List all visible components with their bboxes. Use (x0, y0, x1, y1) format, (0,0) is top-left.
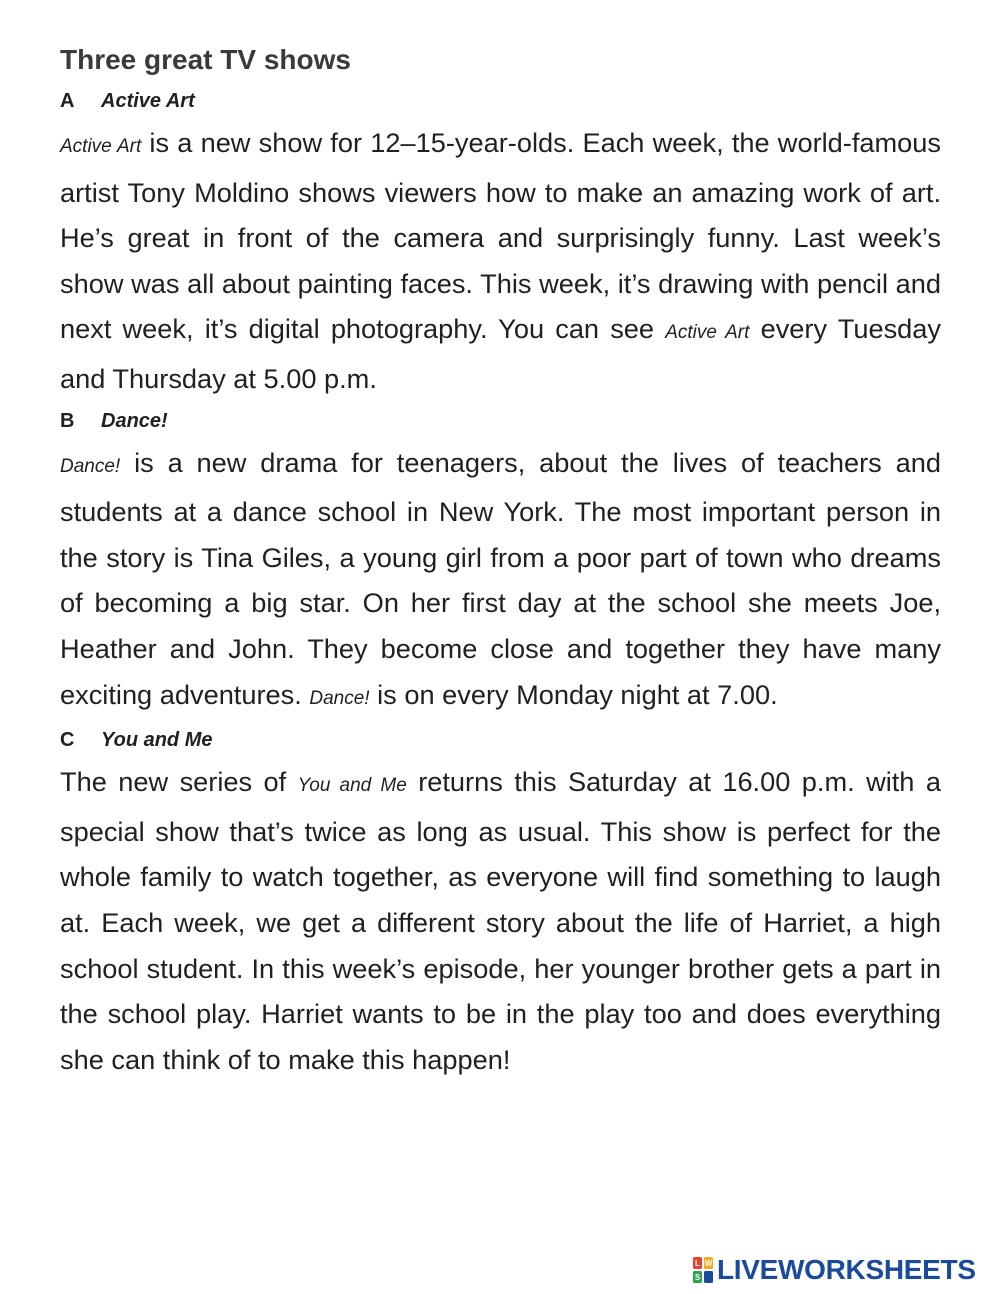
worksheet (60, 40, 941, 1086)
paragraph-text: The new series of (60, 766, 298, 798)
show-title-reference: You and Me (297, 775, 407, 797)
section-paragraph (60, 759, 941, 1082)
section-show-name: Dance! (101, 409, 168, 432)
section-heading (60, 406, 941, 436)
paragraph-text: returns this Saturday at 16.00 p.m. with a special show that’s twice as long as usual. This show is perfect for the whole family to watch together, as everyone will find something to laugh at. Each week, we get a different story about the life of Harriet, a high school student. In this week’s episode, her younger brother gets a part in the school play. Harriet wants to be in the play too and does everything she can think of to make this happen! (60, 766, 941, 1075)
page-title: Three great TV shows (60, 44, 351, 75)
section-letter: A (60, 90, 75, 112)
paragraph-text: is a new drama for teenagers, about the lives of teachers and students at a dance school in New York. The most important person in the story is Tina Giles, a young girl from a poor part of town who dreams of becoming a big star. On her first day at the school she meets Joe, Heather and John. They become close and together they have many exciting adventures. (60, 446, 941, 710)
liveworksheets-logo (693, 1255, 976, 1285)
logo-text: LIVEWORKSHEETS (717, 1254, 976, 1285)
paragraph-text: every Tuesday and Thursday at 5.00 p.m. (60, 313, 941, 394)
section-heading (60, 725, 941, 755)
section-heading (60, 86, 941, 116)
show-title-reference: Dance! (309, 687, 370, 709)
paragraph-text: is on every Monday night at 7.00. (369, 678, 778, 710)
svg-text:L: L (695, 1259, 700, 1268)
section-letter: B (60, 409, 75, 432)
section-show-name: You and Me (101, 729, 213, 752)
sections-container (60, 86, 941, 1082)
section-letter: C (60, 729, 75, 752)
section-paragraph (60, 120, 941, 402)
svg-text:S: S (694, 1273, 701, 1282)
show-title-reference: Dance! (60, 455, 121, 477)
svg-text:W: W (704, 1259, 713, 1268)
section-paragraph (60, 440, 941, 722)
liveworksheets-logo-icon (693, 1257, 713, 1283)
show-title-reference: Active Art (60, 136, 142, 157)
section-show-name: Active Art (101, 90, 195, 112)
paragraph-text: is a new show for 12–15-year-olds. Each week, the world-famous artist Tony Moldino shows viewers how to make an amazing work of art. He’s great in front of the camera and surprisingly funny. Last week’s show was all about painting faces. This week, it’s drawing with pencil and next week, it’s digital photography. You can see (60, 127, 941, 345)
show-title-reference: Active Art (665, 322, 750, 344)
